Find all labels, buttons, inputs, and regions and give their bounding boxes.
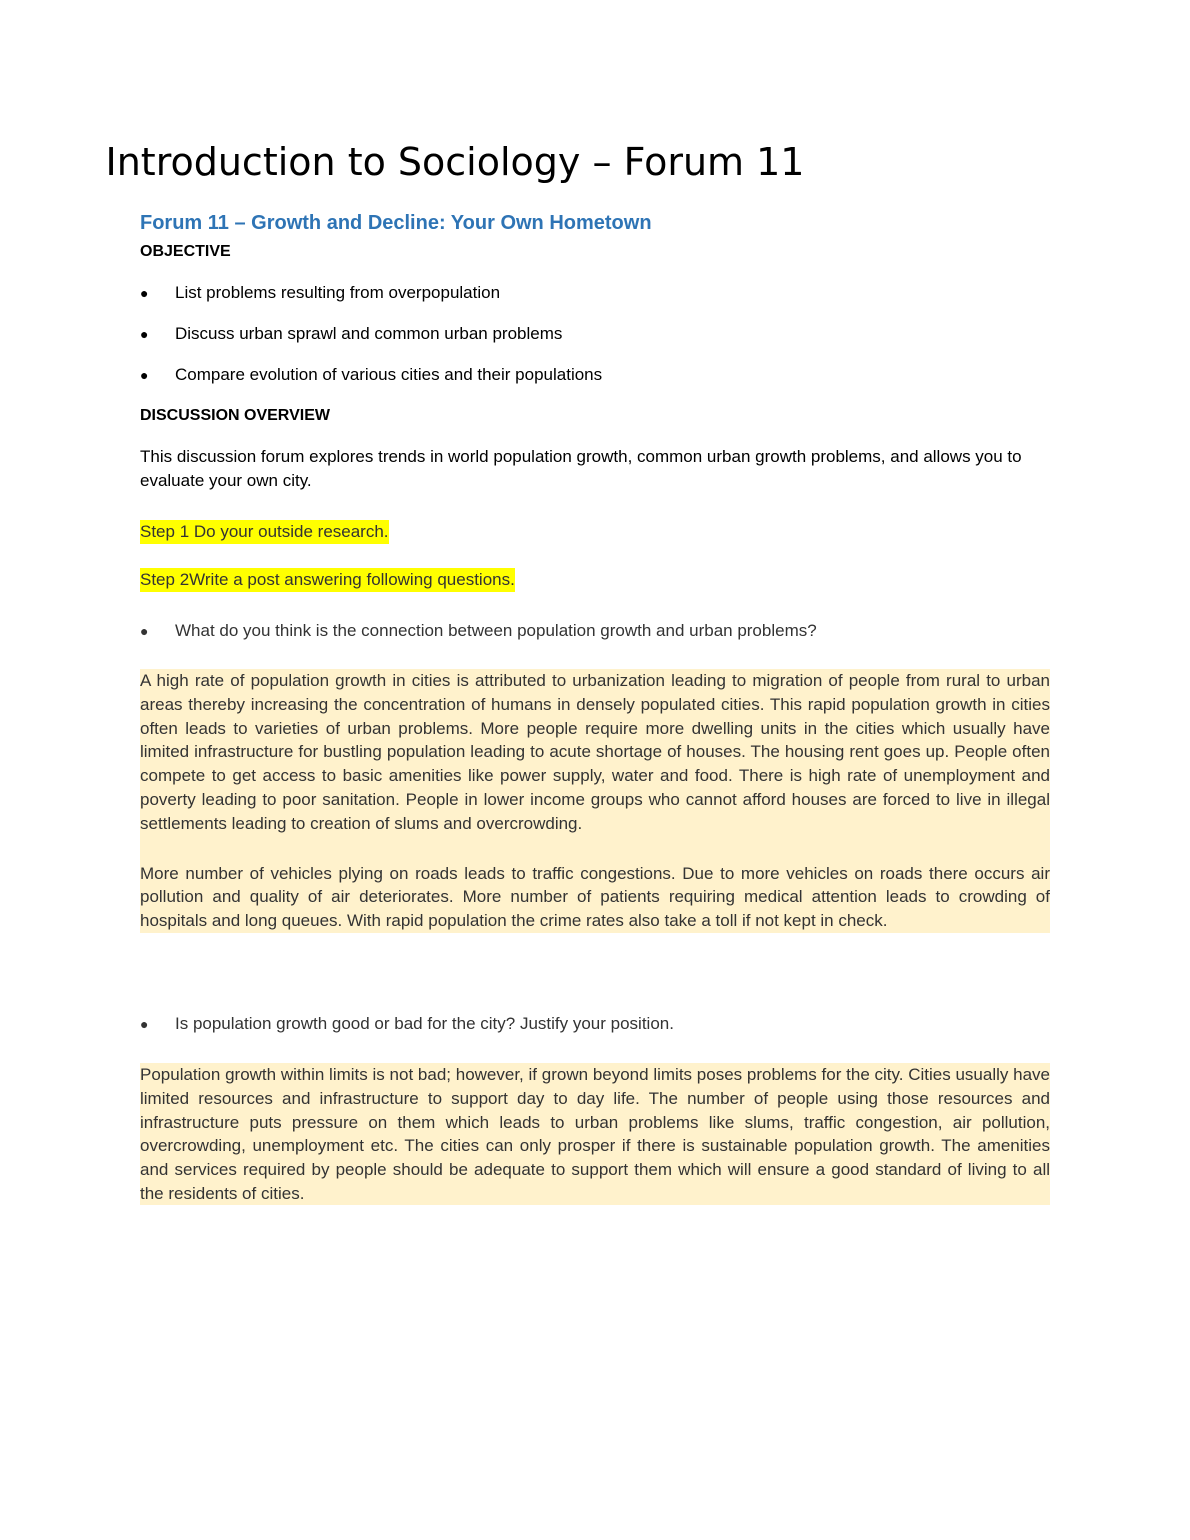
bullet-dot-icon: ● [140, 326, 149, 342]
answer-1-paragraph-1: A high rate of population growth in cities is attributed to urbanization leading to migration of people from rural to urban areas thereby increasing the concentration of humans in densely populated cities. This rapid population growth in cities often leads to varieties of urban problems. More people require more dwelling units in the cities which usually have limited infrastructure for bustling population leading to acute shortage of houses. The housing rent goes up. People often compete to get access to basic amenities like power supply, water and food. There is high rate of unemployment and poverty leading to poor sanitation. People in lower income groups who cannot afford houses are forced to live in illegal settlements leading to creation of slums and overcrowding. [140, 671, 1050, 833]
answer-2 [140, 1063, 1050, 1205]
bullet-dot-icon: ● [140, 367, 149, 383]
bullet-dot-icon: ● [140, 1016, 149, 1032]
step-2: Step 2Write a post answering following questions. [140, 568, 515, 592]
answer-1-paragraph-2: More number of vehicles plying on roads leads to traffic congestions. Due to more vehicles on roads there occurs air pollution and quality of air deteriorates. More number of patients requiring medical attention leads to crowding of hospitals and long queues. With rapid population the crime rates also take a toll if not kept in check. [140, 863, 1050, 931]
objective-item-text: List problems resulting from overpopulation [175, 283, 501, 302]
objective-item-text: Compare evolution of various cities and their populations [175, 365, 603, 384]
step-1: Step 1 Do your outside research. [140, 520, 389, 544]
overview-text: This discussion forum explores trends in world population growth, common urban growth problems, and allows you to evaluate your own city. [140, 447, 1022, 490]
bullet-dot-icon: ● [140, 623, 149, 639]
question-1-text: What do you think is the connection between population growth and urban problems? [175, 621, 817, 640]
objective-item-text: Discuss urban sprawl and common urban problems [175, 324, 563, 343]
answer-2-paragraph: Population growth within limits is not bad; however, if grown beyond limits poses problems for the city. Cities usually have limited resources and infrastructure to support day to day life. The number of people using those resources and infrastructure puts pressure on them which leads to urban problems like slums, traffic congestion, air pollution, overcrowding, unemployment etc. The cities can only prosper if there is sustainable population growth. The amenities and services required by people should be adequate to support them which will ensure a good standard of living to all the residents of cities. [140, 1065, 1050, 1203]
answer-1 [140, 669, 1050, 933]
objective-label: OBJECTIVE [140, 243, 231, 260]
document-title: Introduction to Sociology – Forum 11 [105, 140, 805, 184]
question-2-text: Is population growth good or bad for the city? Justify your position. [175, 1014, 674, 1033]
forum-heading: Forum 11 – Growth and Decline: Your Own Hometown [140, 212, 652, 234]
overview-label: DISCUSSION OVERVIEW [140, 407, 330, 424]
bullet-dot-icon: ● [140, 285, 149, 301]
